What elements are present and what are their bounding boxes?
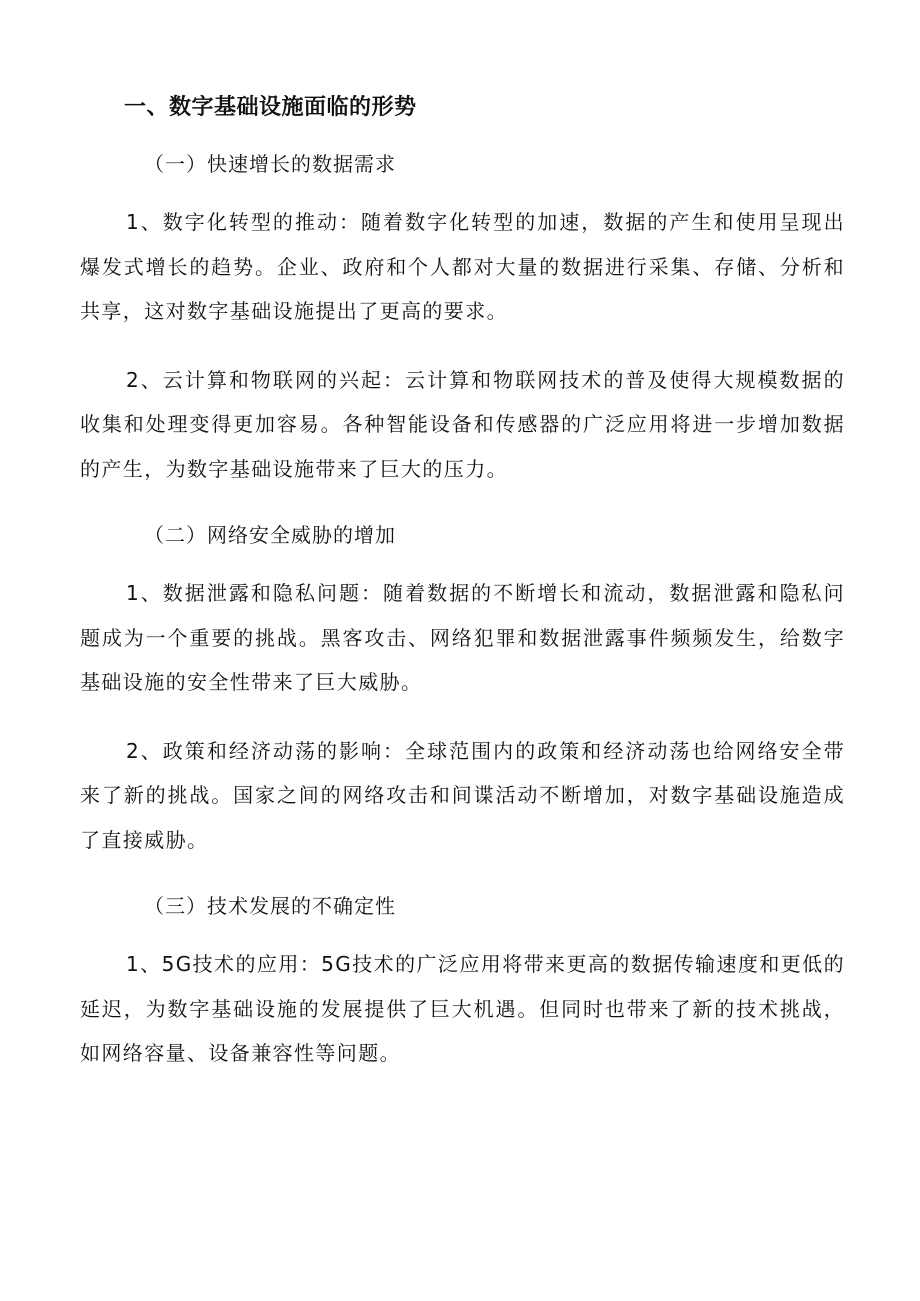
paragraph: 1、数字化转型的推动：随着数字化转型的加速，数据的产生和使用呈现出爆发式增长的趋势。企业、政府和个人都对大量的数据进行采集、存储、分析和共享，这对数字基础设施提出了更高的要求。: [80, 210, 845, 323]
subsection-heading: （二）网络安全威胁的增加: [144, 523, 396, 547]
subsection-heading: （三）技术发展的不确定性: [144, 894, 396, 918]
paragraph: 1、数据泄露和隐私问题：随着数据的不断增长和流动，数据泄露和隐私问题成为一个重要的挑战。黑客攻击、网络犯罪和数据泄露事件频频发生，给数字基础设施的安全性带来了巨大威胁。: [80, 581, 845, 694]
document-body: [80, 88, 845, 1076]
paragraph: 2、云计算和物联网的兴起：云计算和物联网技术的普及使得大规模数据的收集和处理变得更加容易。各种智能设备和传感器的广泛应用将进一步增加数据的产生，为数字基础设施带来了巨大的压力。: [80, 367, 845, 481]
paragraph: 2、政策和经济动荡的影响：全球范围内的政策和经济动荡也给网络安全带来了新的挑战。国家之间的网络攻击和间谍活动不断增加，对数字基础设施造成了直接威胁。: [80, 738, 845, 852]
subsection-2: [80, 515, 845, 862]
subsection-1: [80, 144, 845, 491]
subsection-heading: （一）快速增长的数据需求: [144, 152, 396, 176]
subsection-3: [80, 886, 845, 1076]
paragraph: 1、5G技术的应用：5G技术的广泛应用将带来更高的数据传输速度和更低的延迟，为数字基础设施的发展提供了巨大机遇。但同时也带来了新的技术挑战，如网络容量、设备兼容性等问题。: [80, 952, 845, 1065]
section-title: 一、数字基础设施面临的形势: [124, 95, 417, 120]
